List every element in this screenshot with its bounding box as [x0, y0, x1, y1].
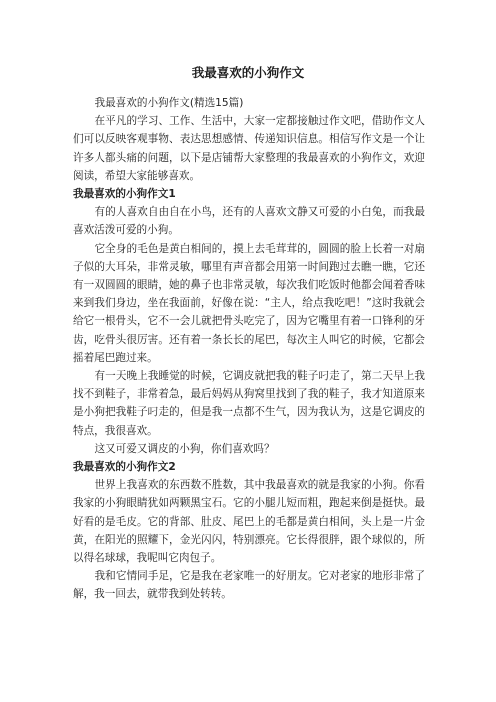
- essay-2-paragraph: 我和它情同手足，它是我在老家唯一的好朋友。它对老家的地形非常了解，我一回去，就带我到处转转。: [73, 570, 425, 601]
- page-title: 我最喜欢的小狗作文: [191, 65, 305, 80]
- essay-1-heading: 我最喜欢的小狗作文1: [73, 188, 176, 201]
- essay-2-heading: 我最喜欢的小狗作文2: [73, 461, 176, 474]
- intro-subtitle: 我最喜欢的小狗作文(精选15篇): [94, 97, 244, 109]
- essay-1-paragraph: 有一天晚上我睡觉的时候，它调皮就把我的鞋子叼走了，第二天早上我找不到鞋子，非常着急，最后妈妈从狗窝里找到了我的鞋子，我才知道原来是小狗把我鞋子叼走的，但是我一点都不生气，因为我认为，这是它调皮的特点，我很喜欢。: [73, 370, 425, 437]
- document-body: [73, 94, 425, 604]
- essay-2-paragraph: 世界上我喜欢的东西数不胜数，其中我最喜欢的就是我家的小狗。你看我家的小狗眼睛犹如两颗黑宝石。它的小腿儿短而粗，跑起来倒是挺快。最好看的是毛皮。它的背部、肚皮、尾巴上的毛都是黄白相间，头上是一片金黄，在阳光的照耀下，金光闪闪，特别漂亮。它长得很胖，跟个球似的，所以得名球球，我呢叫它肉包子。: [73, 479, 425, 565]
- intro-paragraph: 在平凡的学习、工作、生活中，大家一定都接触过作文吧，借助作文人们可以反映客观事物、表达思想感情、传递知识信息。相信写作文是一个让许多人都头痛的问题，以下是店铺帮大家整理的我最喜欢的小狗作文，欢迎阅读，希望大家能够喜欢。: [73, 115, 425, 182]
- essay-1-paragraph: 这又可爱又调皮的小狗，你们喜欢吗？: [94, 442, 275, 455]
- essay-1-paragraph: 有的人喜欢自由自在小鸟，还有的人喜欢文静又可爱的小白兔，而我最喜欢活泼可爱的小狗。: [73, 206, 425, 237]
- essay-1-paragraph: 它全身的毛色是黄白相间的，摸上去毛茸茸的，圆圆的脸上长着一对扇子似的大耳朵，非常灵敏，哪里有声音都会用第一时间跑过去瞧一瞧，它还有一双圆圆的眼睛，她的鼻子也非常灵敏，每次我们吃饭时他都会闻着香味来到我们身边，坐在我面前，好像在说：“主人，给点我吃吧！”这时我就会给它一根骨头，它不一会儿就把骨头吃完了，因为它嘴里有着一口锋利的牙齿，吃骨头很厉害。还有着一条长长的尾巴，每次主人叫它的时候，它都会摇着尾巴跑过来。: [73, 242, 425, 364]
